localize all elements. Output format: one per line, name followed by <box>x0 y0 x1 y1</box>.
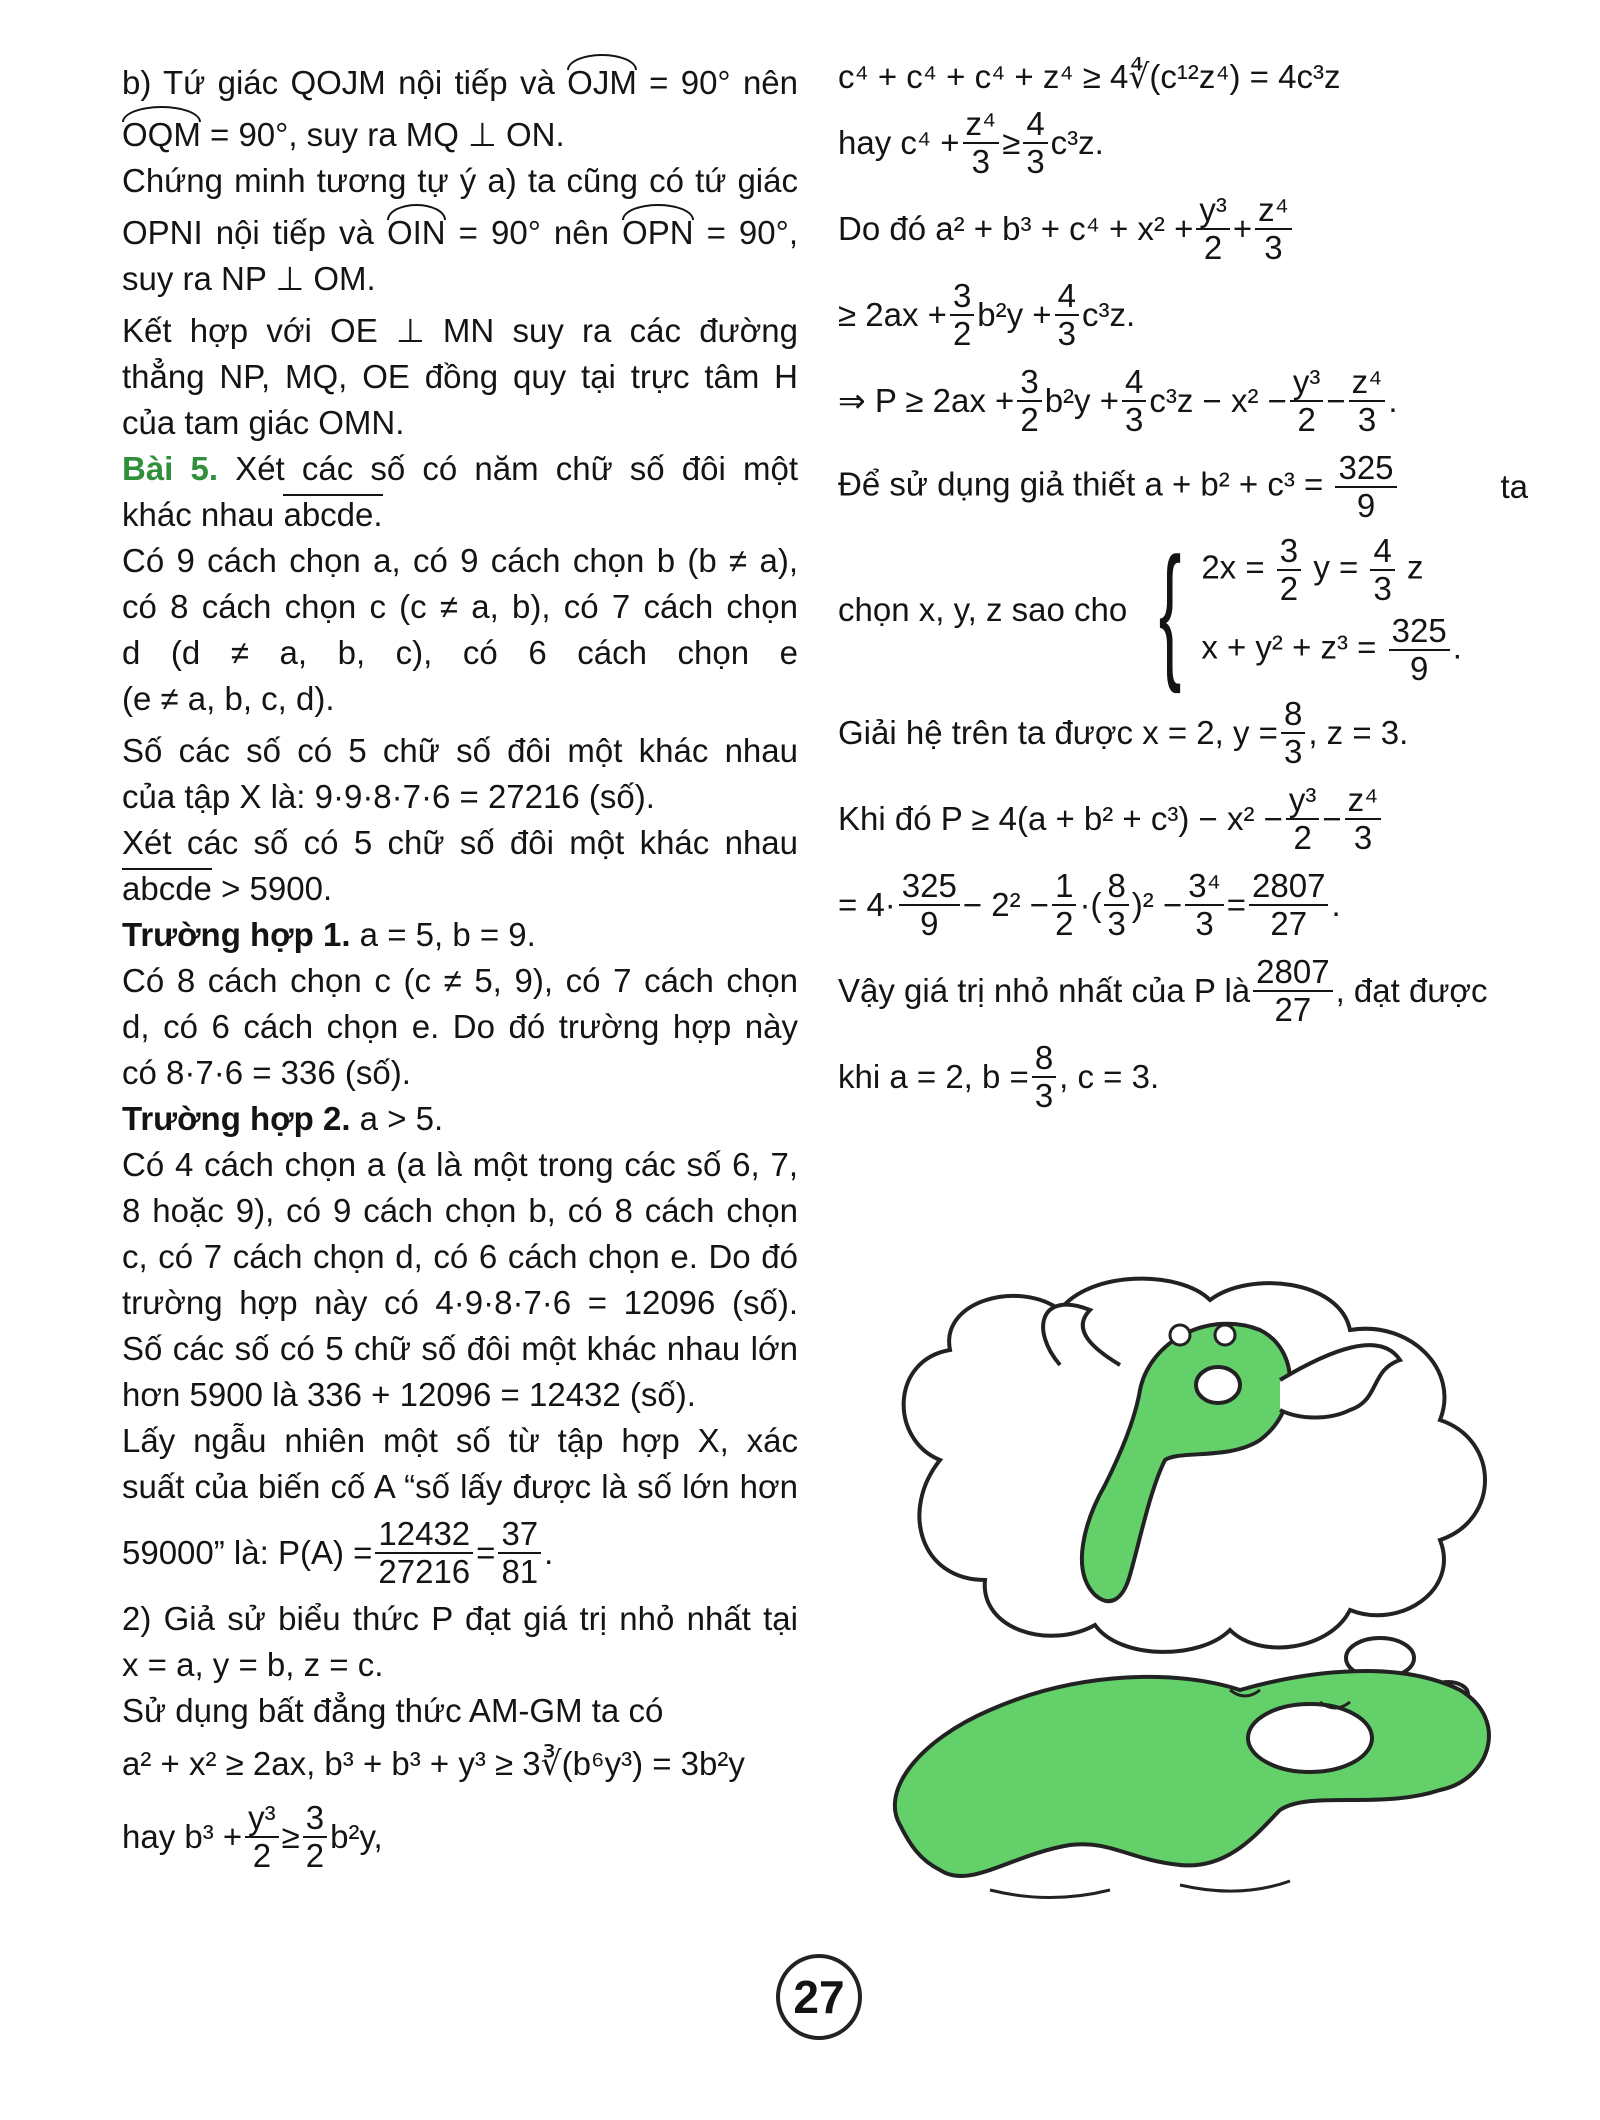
numerator: 1 <box>1052 868 1076 906</box>
fraction <box>1277 533 1301 607</box>
text-group <box>838 450 1400 524</box>
motion-lines <box>990 1881 1290 1898</box>
text-line: c⁴ + c⁴ + c⁴ + z⁴ ≥ 4∜(c¹²z⁴) = 4c³z <box>838 58 1341 95</box>
numerator: y³ <box>1290 364 1324 402</box>
text-line <box>122 1794 798 1880</box>
text: Khi đó P ≥ 4(a + b² + c³) − x² − <box>838 800 1283 837</box>
fraction <box>1196 192 1230 266</box>
text: ≥ <box>1002 124 1021 161</box>
text: Do đó a² + b³ + c⁴ + x² + <box>838 210 1194 247</box>
period: . <box>544 1534 554 1571</box>
fraction <box>245 1800 279 1874</box>
numerator: 8 <box>1104 868 1128 906</box>
fraction <box>1023 106 1047 180</box>
text-line: x = a, y = b, z = c. <box>122 1646 384 1683</box>
text-line: suất của biến cố A “số lấy được là số lớn hơn <box>122 1468 798 1505</box>
numerator: 325 <box>899 868 960 906</box>
numerator: 325 <box>1389 613 1450 651</box>
numerator: 3 <box>1017 364 1041 402</box>
text-line: của tập X là: 9·9·8·7·6 = 27216 (số). <box>122 778 655 815</box>
numerator: 3⁴ <box>1185 868 1224 906</box>
denominator: 3 <box>1057 315 1076 352</box>
denominator: 3 <box>1026 143 1045 180</box>
text-line <box>838 100 1528 186</box>
text: hay c⁴ + <box>838 124 960 161</box>
text: = 90° nên <box>458 214 609 251</box>
denominator: 81 <box>501 1553 539 1590</box>
letter-p-hole <box>1248 1704 1372 1772</box>
text: y = <box>1313 548 1359 586</box>
overlined-number: abcde <box>122 870 212 907</box>
text: OPNI nội tiếp và <box>122 214 374 251</box>
denominator: 3 <box>971 143 991 180</box>
angle-label: OQM <box>122 116 201 153</box>
denominator: 3 <box>1373 570 1392 607</box>
text: , c = 3. <box>1059 1058 1160 1095</box>
text-line: trường hợp này có 4·9·8·7·6 = 12096 (số). <box>122 1284 798 1321</box>
numerator: 3 <box>1277 533 1301 571</box>
angle-symbol <box>567 54 637 106</box>
text-line: của tam giác OMN. <box>122 404 405 441</box>
text-line: Sử dụng bất đẳng thức AM-GM ta có <box>122 1692 664 1729</box>
eye-icon <box>1215 1325 1235 1345</box>
text-line: 8 hoặc 9), có 9 cách chọn b, có 8 cách chọn <box>122 1192 798 1229</box>
text-line: Lấy ngẫu nhiên một số từ tập hợp X, xác <box>122 1422 798 1459</box>
denominator: 27216 <box>378 1553 471 1590</box>
fraction <box>1389 613 1450 687</box>
denominator: 2 <box>1203 229 1223 266</box>
denominator: 9 <box>1356 487 1376 524</box>
numerator: z⁴ <box>1349 364 1386 402</box>
system-row <box>1201 533 1462 607</box>
text-line <box>838 358 1528 444</box>
text-line: (e ≠ a, b, c, d). <box>122 680 335 717</box>
period: . <box>1331 886 1341 923</box>
text: b) Tứ giác QOJM nội tiếp và <box>122 64 555 101</box>
text: c³z. <box>1081 296 1136 333</box>
fraction <box>1370 533 1394 607</box>
fraction <box>1122 364 1146 438</box>
numerator: z⁴ <box>1345 782 1382 820</box>
text: b²y + <box>1044 382 1119 419</box>
denominator: 2 <box>305 1837 325 1874</box>
numerator: 4 <box>1122 364 1146 402</box>
numerator: 8 <box>1281 696 1305 734</box>
text-line <box>838 1034 1528 1120</box>
numerator: 4 <box>1370 533 1394 571</box>
brace-icon: { <box>1158 526 1182 694</box>
fraction <box>303 1800 327 1874</box>
fraction <box>963 106 1000 180</box>
denominator: 3 <box>1357 401 1377 438</box>
numerator: 4 <box>1023 106 1047 144</box>
angle-label: OIN <box>386 214 446 251</box>
page-number: 27 <box>776 1954 862 2040</box>
text: > 5900. <box>221 870 333 907</box>
text-line <box>838 948 1528 1034</box>
text-line <box>122 1096 798 1142</box>
text-line: có 8·7·6 = 336 (số). <box>122 1054 411 1091</box>
text-line <box>122 1510 798 1596</box>
text-line <box>838 444 1528 530</box>
angle-label: OJM <box>567 64 637 101</box>
text-line <box>122 54 798 106</box>
text: Giải hệ trên ta được x = 2, y = <box>838 714 1278 751</box>
fraction <box>950 278 974 352</box>
text-line: Chứng minh tương tự ý a) ta cũng có tứ giác <box>122 162 798 199</box>
text-line: thẳng NP, MQ, OE đồng quy tại trực tâm H <box>122 358 798 395</box>
text: Xét các số có năm chữ số đôi một <box>235 450 799 487</box>
text: , z = 3. <box>1308 714 1409 751</box>
numerator: 12432 <box>375 1516 473 1554</box>
numerator: z⁴ <box>963 106 1000 144</box>
text: khác nhau <box>122 496 275 533</box>
system-row <box>1201 613 1462 687</box>
text: x + y² + z³ = <box>1201 628 1377 666</box>
text-line: Kết hợp với OE ⊥ MN suy ra các đường <box>122 312 798 349</box>
sleeping-letter-p <box>895 1671 1489 1897</box>
minus: − <box>1326 382 1346 419</box>
denominator: 2 <box>1020 401 1039 438</box>
letter-p-lying <box>895 1671 1489 1876</box>
plus: + <box>1232 210 1253 247</box>
system-rows <box>1201 533 1462 687</box>
text-line: d (d ≠ a, b, c), có 6 cách chọn e <box>122 634 798 671</box>
period: . <box>1388 382 1398 419</box>
fraction <box>1335 450 1396 524</box>
text: hay b³ + <box>122 1818 243 1855</box>
text: ≥ 2ax + <box>838 296 947 333</box>
denominator: 2 <box>1297 401 1316 438</box>
denominator: 2 <box>1279 570 1299 607</box>
text: khi a = 2, b = <box>838 1058 1029 1095</box>
left-column <box>122 54 798 1880</box>
fraction <box>1349 364 1386 438</box>
exercise-label: Bài 5. <box>122 450 219 487</box>
text-line: Số các số có 5 chữ số đôi một khác nhau <box>122 732 798 769</box>
text: z <box>1406 548 1424 586</box>
text-line <box>838 690 1528 776</box>
angle-symbol <box>122 106 201 158</box>
text: b²y + <box>977 296 1052 333</box>
fraction <box>1052 868 1076 942</box>
numerator: y³ <box>245 1800 279 1838</box>
text: c³z − x² − <box>1149 382 1287 419</box>
denominator: 9 <box>1409 650 1429 687</box>
text: Để sử dụng giả thiết a + b² + c³ = <box>838 465 1324 503</box>
angle-label: OPN <box>622 214 694 251</box>
text-line <box>122 866 798 912</box>
text: ⇒ P ≥ 2ax + <box>838 382 1015 419</box>
fraction <box>1185 868 1224 942</box>
fraction <box>1032 1040 1056 1114</box>
fraction <box>899 868 960 942</box>
text: , đạt được <box>1335 972 1488 1009</box>
text: − 2² − <box>962 886 1050 923</box>
text: = <box>1226 886 1247 923</box>
text: c³z. <box>1050 124 1104 161</box>
denominator: 2 <box>1055 905 1074 942</box>
denominator: 3 <box>1034 1077 1054 1114</box>
angle-symbol <box>622 204 694 256</box>
text-line: Số các số có 5 chữ số đôi một khác nhau lớn <box>122 1330 798 1367</box>
text-line <box>838 186 1528 272</box>
denominator: 3 <box>1264 229 1283 266</box>
denominator: 3 <box>1107 905 1126 942</box>
numerator: 3 <box>303 1800 327 1838</box>
text-line <box>122 492 798 538</box>
numerator: y³ <box>1286 782 1320 820</box>
denominator: 3 <box>1195 905 1214 942</box>
fraction <box>1255 192 1292 266</box>
text: Vậy giá trị nhỏ nhất của P là <box>838 972 1251 1009</box>
denominator: 2 <box>952 315 972 352</box>
text: = 90°, suy ra MQ ⊥ ON. <box>210 116 565 153</box>
denominator: 3 <box>1283 733 1303 770</box>
fraction <box>1253 954 1332 1028</box>
text-line: 2) Giả sử biểu thức P đạt giá trị nhỏ nhất tại <box>122 1600 798 1637</box>
numerator: 3 <box>950 278 974 316</box>
denominator: 27 <box>1270 905 1308 942</box>
numerator: 2807 <box>1249 868 1328 906</box>
equation-system <box>1145 526 1462 694</box>
text: = 90° nên <box>649 64 798 101</box>
text: 2x = <box>1201 548 1265 586</box>
fraction <box>498 1516 541 1590</box>
text: )² − <box>1131 886 1183 923</box>
fraction <box>1290 364 1324 438</box>
text-line: Có 9 cách chọn a, có 9 cách chọn b (b ≠ a), <box>122 542 798 579</box>
text: a > 5. <box>359 1100 444 1137</box>
text-line: Xét các số có 5 chữ số đôi một khác nhau <box>122 824 798 861</box>
text: = 90°, <box>706 214 798 251</box>
denominator: 3 <box>1124 401 1144 438</box>
text-line <box>122 912 798 958</box>
denominator: 2 <box>1293 819 1312 856</box>
fraction <box>1017 364 1041 438</box>
denominator: 9 <box>920 905 939 942</box>
fraction <box>1249 868 1328 942</box>
fraction <box>1345 782 1382 856</box>
text-line: hơn 5900 là 336 + 12096 = 12432 (số). <box>122 1376 696 1413</box>
denominator: 2 <box>252 1837 272 1874</box>
text-line <box>838 862 1528 948</box>
case-label: Trường hợp 2. <box>122 1100 351 1137</box>
text-line <box>838 272 1528 358</box>
period: . <box>1452 628 1462 666</box>
case-label: Trường hợp 1. <box>122 916 351 953</box>
text: b²y, <box>330 1818 383 1855</box>
text-line <box>122 446 798 492</box>
text: a = 5, b = 9. <box>359 916 536 953</box>
text: ta <box>1500 468 1528 505</box>
cartoon-illustration <box>880 1270 1520 1910</box>
text-line: suy ra NP ⊥ OM. <box>122 260 376 297</box>
numerator: 2807 <box>1253 954 1332 992</box>
equals: = <box>476 1534 496 1571</box>
angle-symbol <box>387 204 446 256</box>
numerator: y³ <box>1196 192 1230 230</box>
denominator: 3 <box>1353 819 1373 856</box>
numerator: 8 <box>1032 1040 1056 1078</box>
fraction <box>1286 782 1320 856</box>
eye-icon <box>1170 1325 1190 1345</box>
text: ·( <box>1079 886 1102 923</box>
text: chọn x, y, z sao cho <box>838 591 1128 628</box>
minus: − <box>1322 800 1342 837</box>
text-line: d, có 6 cách chọn e. Do đó trường hợp này <box>122 1008 798 1045</box>
right-column <box>838 54 1528 1120</box>
numerator: z⁴ <box>1255 192 1292 230</box>
text-line <box>838 776 1528 862</box>
overlined-number: abcde. <box>283 496 383 533</box>
text-line <box>838 526 1528 694</box>
fraction <box>1055 278 1079 352</box>
letter-p-hole <box>1196 1367 1240 1403</box>
fraction <box>1104 868 1128 942</box>
text-line <box>122 106 798 158</box>
text: ≥ <box>281 1818 300 1855</box>
fraction <box>375 1516 473 1590</box>
text-line: có 8 cách chọn c (c ≠ a, b), có 7 cách chọn <box>122 588 798 625</box>
text-line: c, có 7 cách chọn d, có 6 cách chọn e. Do đó <box>122 1238 798 1275</box>
numerator: 4 <box>1055 278 1079 316</box>
fraction <box>1281 696 1305 770</box>
numerator: 325 <box>1335 450 1396 488</box>
numerator: 37 <box>498 1516 541 1554</box>
text-line: Có 8 cách chọn c (c ≠ 5, 9), có 7 cách chọn <box>122 962 798 999</box>
text: = 4· <box>838 886 896 923</box>
text-line: Có 4 cách chọn a (a là một trong các số 6, 7, <box>122 1146 798 1183</box>
text-line <box>122 204 798 256</box>
text: 59000” là: P(A) = <box>122 1534 373 1571</box>
denominator: 27 <box>1274 991 1312 1028</box>
text-line: a² + x² ≥ 2ax, b³ + b³ + y³ ≥ 3∛(b⁶y³) = 3b²y <box>122 1745 745 1782</box>
